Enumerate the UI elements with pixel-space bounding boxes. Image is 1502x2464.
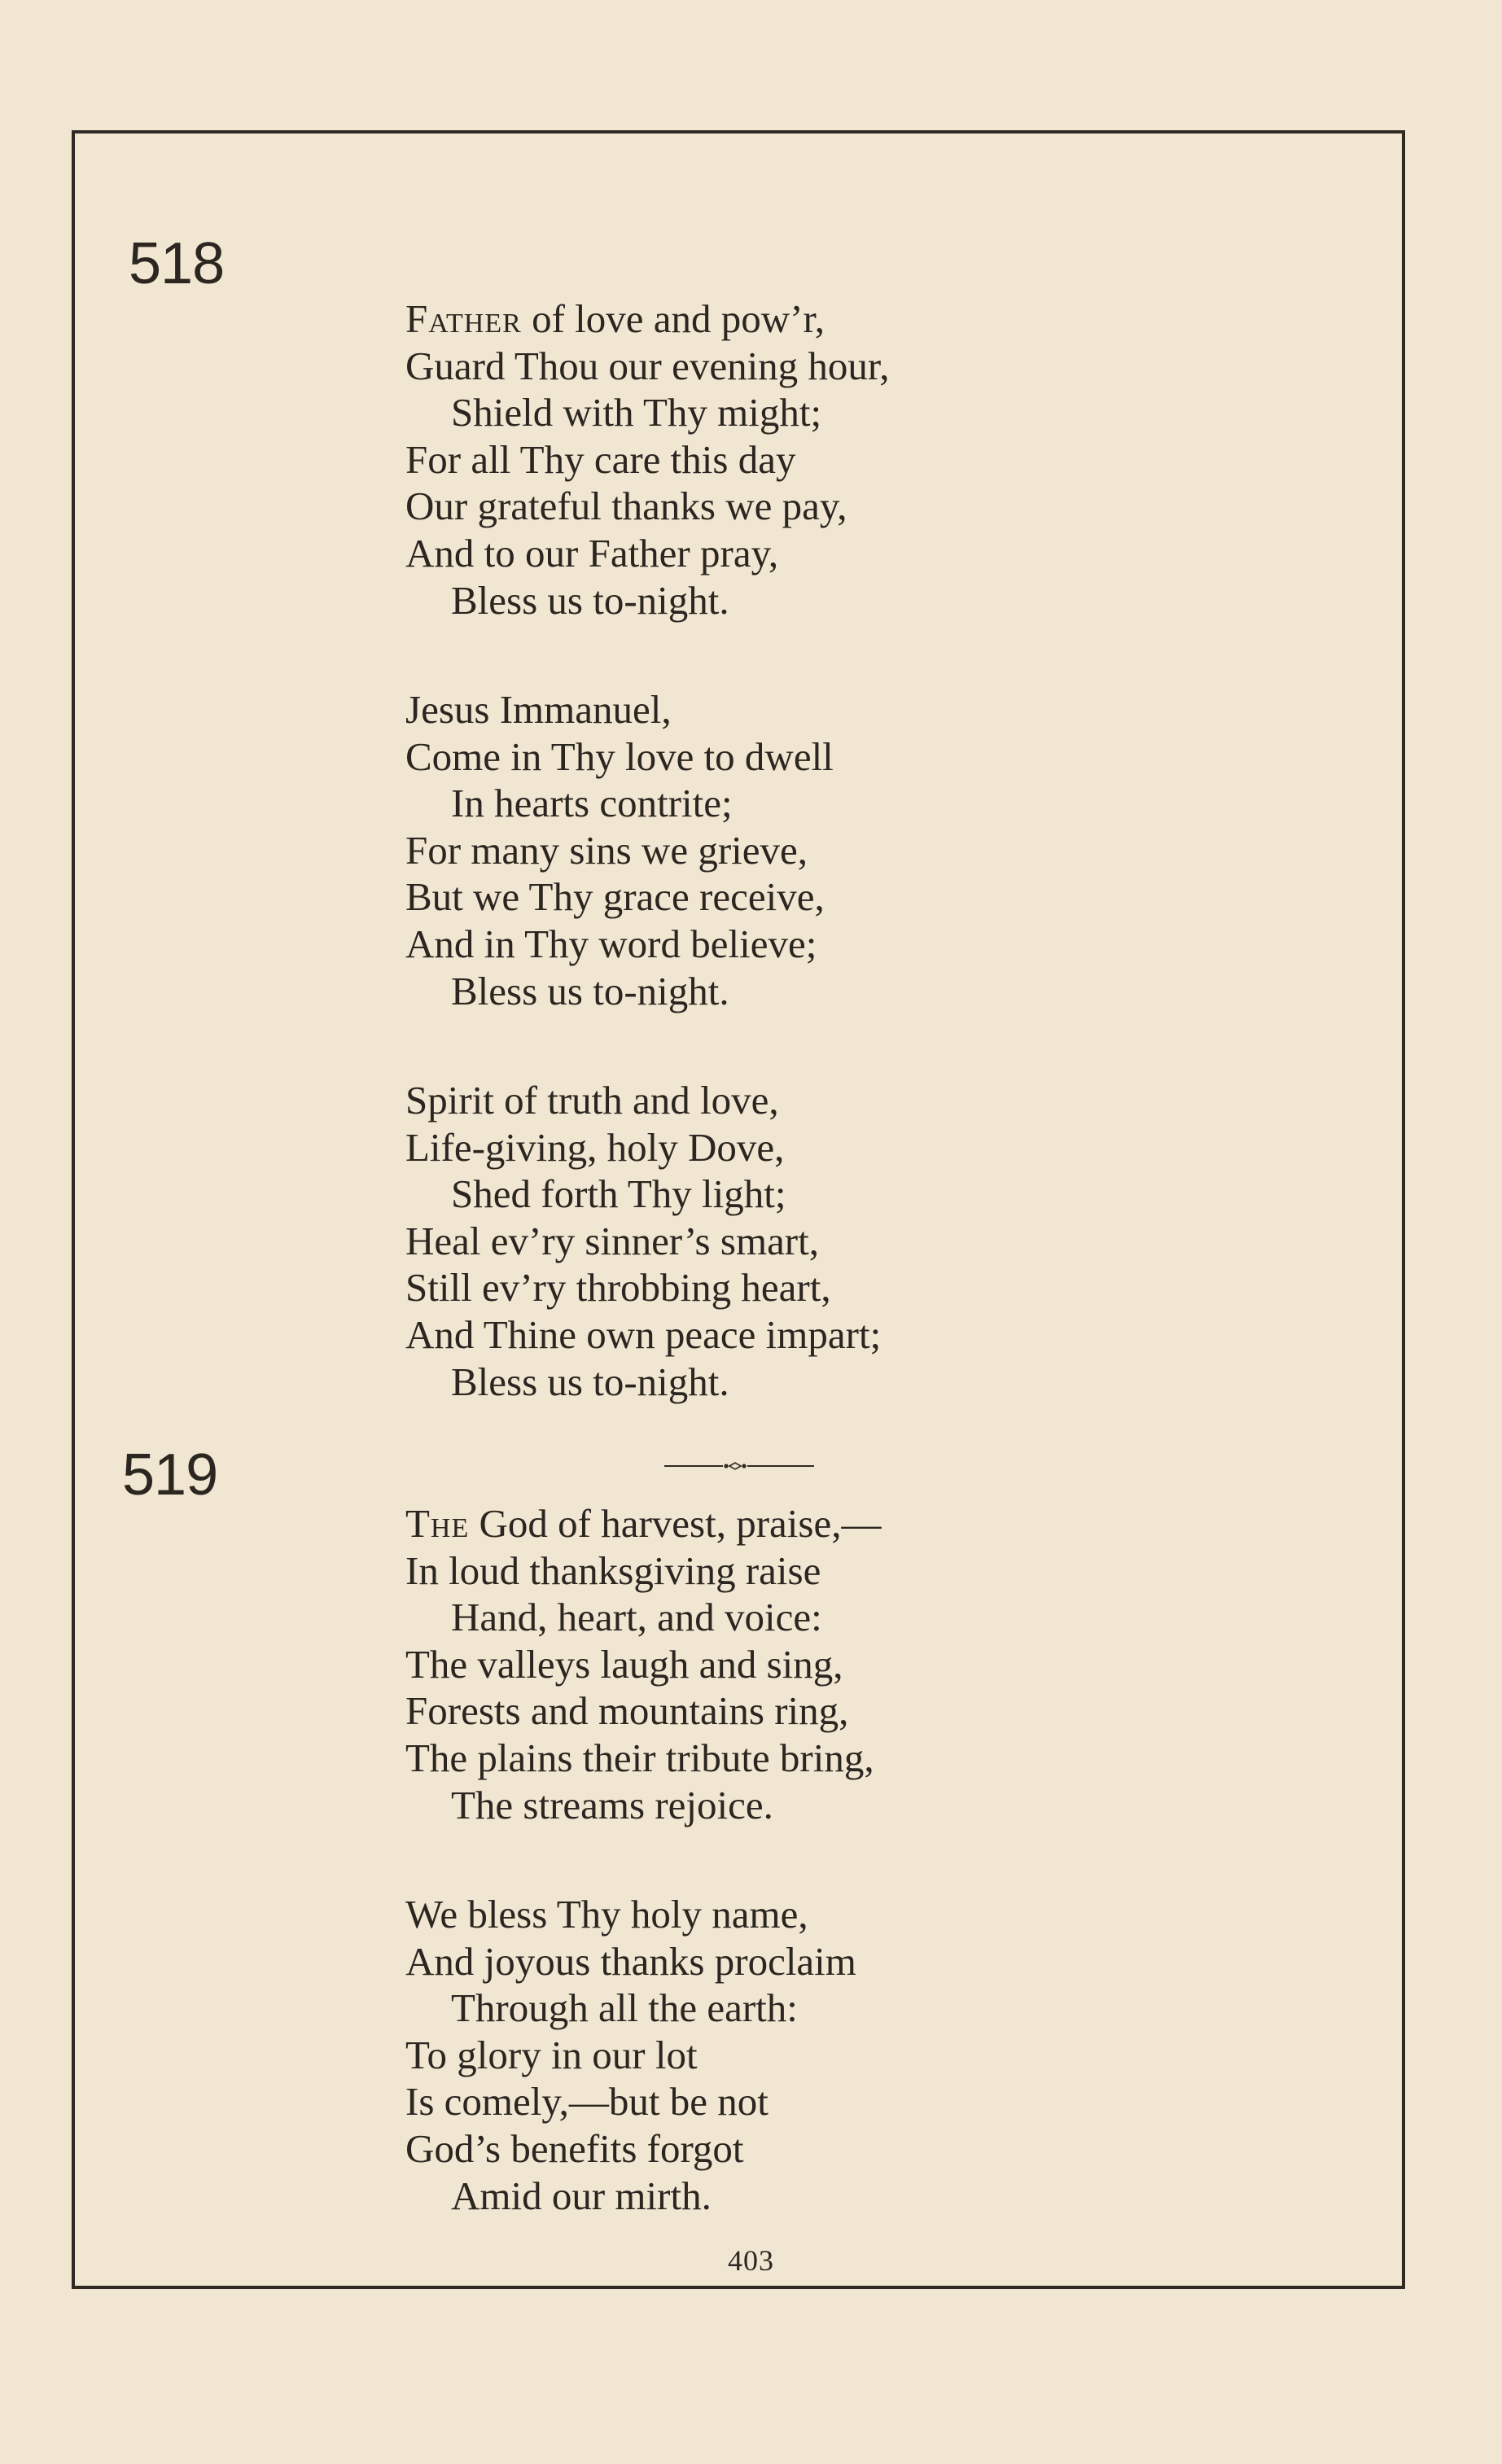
verse-line: Bless us to-night. [451,1359,729,1404]
verse-line: The valleys laugh and sing, [405,1641,843,1687]
first-word: The [405,1501,470,1546]
verse-line: For all Thy care this day [405,436,796,482]
verse-line: And to our Father pray, [405,530,779,576]
verse-line: Spirit of truth and love, [405,1078,779,1123]
page-number: 403 [728,2244,774,2277]
verse-line: We bless Thy holy name, [405,1892,808,1937]
verse-line: For many sins we grieve, [405,827,808,873]
verse-line: Jesus Immanuel, [405,687,672,732]
verse-line: God’s benefits forgot [405,2125,744,2171]
verse-line: Through all the earth: [451,1985,798,2031]
verse-line: Amid our mirth. [451,2173,712,2218]
hymn-518-stanza-1 [405,295,890,624]
verse-line: But we Thy grace receive, [405,874,825,920]
verse-line: Shield with Thy might; [451,390,822,435]
verse-line: Life-giving, holy Dove, [405,1124,785,1170]
hymn-number-518: 518 [129,231,225,296]
verse-line: Come in Thy love to dwell [405,733,834,779]
verse-line: The streams rejoice. [451,1782,773,1827]
verse-line: Father of love and pow’r, [405,296,825,341]
hymn-number-519: 519 [122,1442,218,1508]
verse-line: In loud thanksgiving raise [405,1547,821,1593]
verse-line: Hand, heart, and voice: [451,1595,822,1640]
verse-line: Still ev’ry throbbing heart, [405,1265,831,1311]
verse-line: The plains their tribute bring, [405,1735,874,1780]
verse-line: Heal ev’ry sinner’s smart, [405,1218,819,1263]
verse-line: Forests and mountains ring, [405,1688,849,1734]
verse-line: Is comely,—but be not [405,2079,769,2125]
verse-line: Guard Thou our evening hour, [405,343,890,388]
verse-line: The God of harvest, praise,— [405,1501,882,1546]
verse-line: Shed forth Thy light; [451,1171,786,1217]
verse-line: In hearts contrite; [451,781,733,826]
verse-line: Bless us to-night. [451,577,729,623]
verse-line: And Thine own peace impart; [405,1311,882,1357]
ornament-divider [664,1462,814,1470]
verse-line: And joyous thanks proclaim [405,1938,856,1984]
hymn-518-stanza-3 [405,1077,881,1405]
verse-line: And in Thy word believe; [405,921,817,966]
verse-line: To glory in our lot [405,2032,698,2077]
verse-line: Bless us to-night. [451,968,729,1013]
hymn-519-stanza-2 [405,1891,856,2219]
verse-line: Our grateful thanks we pay, [405,484,847,529]
hymn-519-stanza-1 [405,1500,881,1828]
first-word: Father [405,296,522,341]
hymn-518-stanza-2 [405,686,834,1014]
